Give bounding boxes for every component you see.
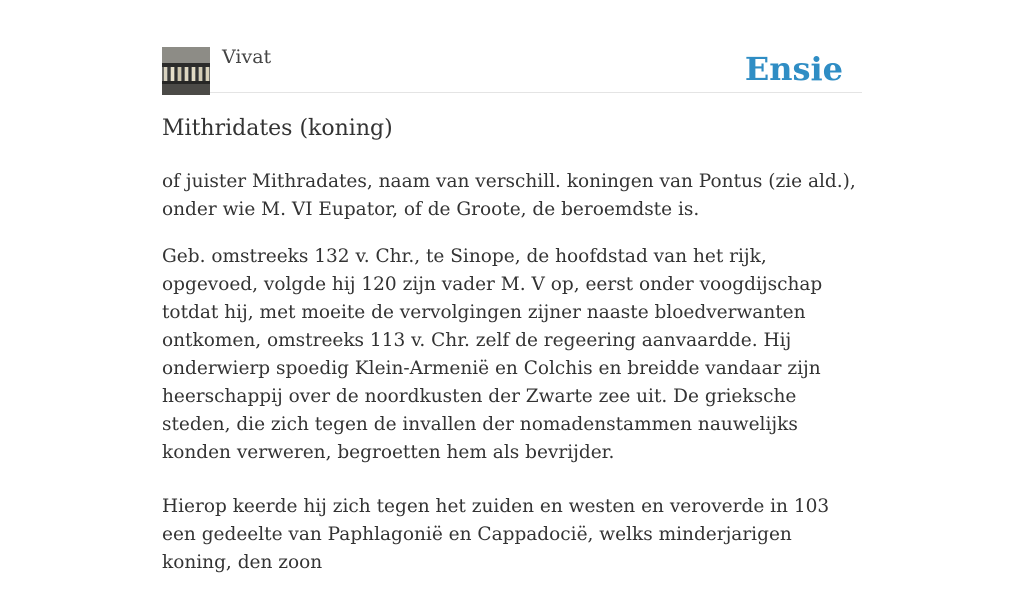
paragraph: Geb. omstreeks 132 v. Chr., te Sinope, de hoofdstad van het rijk, opgevoed, volgde hij 120 zijn vader M. V op, eerst onder voogdijschap totdat hij, met moeite de vervolgingen zijner naaste bloedverwanten ontkomen, omstreeks 113 v. Chr. zelf de regeering aanvaardde. Hij onderwierp spoedig Klein-Armenië en Colchis en breidde vandaar zijn heerschappij over de noordkusten der Zwarte zee uit. De grieksche steden, die zich tegen de invallen der nomadenstammen nauwelijks konden verweren, begroetten hem als bevrijder.: [162, 246, 823, 463]
article-header: [162, 0, 862, 93]
article-page: [162, 0, 862, 573]
brand-logo[interactable]: Ensie: [744, 50, 843, 88]
article-body: [162, 168, 862, 596]
paragraph: of juister Mithradates, naam van verschill. koningen van Pontus (zie ald.), onder wie M. VI Eupator, of de Groote, de beroemdste is.: [162, 171, 856, 220]
bookshelf-avatar-icon: [162, 47, 210, 95]
page-title: Mithridates (koning): [162, 116, 393, 141]
paragraph: Hierop keerde hij zich tegen het zuiden en westen en veroverde in 103 een gedeelte van Paphlagonië en Cappadocië, welks minderjarigen koning, den zoon: [162, 496, 830, 573]
avatar[interactable]: [162, 47, 210, 95]
author-name[interactable]: Vivat: [222, 46, 272, 68]
